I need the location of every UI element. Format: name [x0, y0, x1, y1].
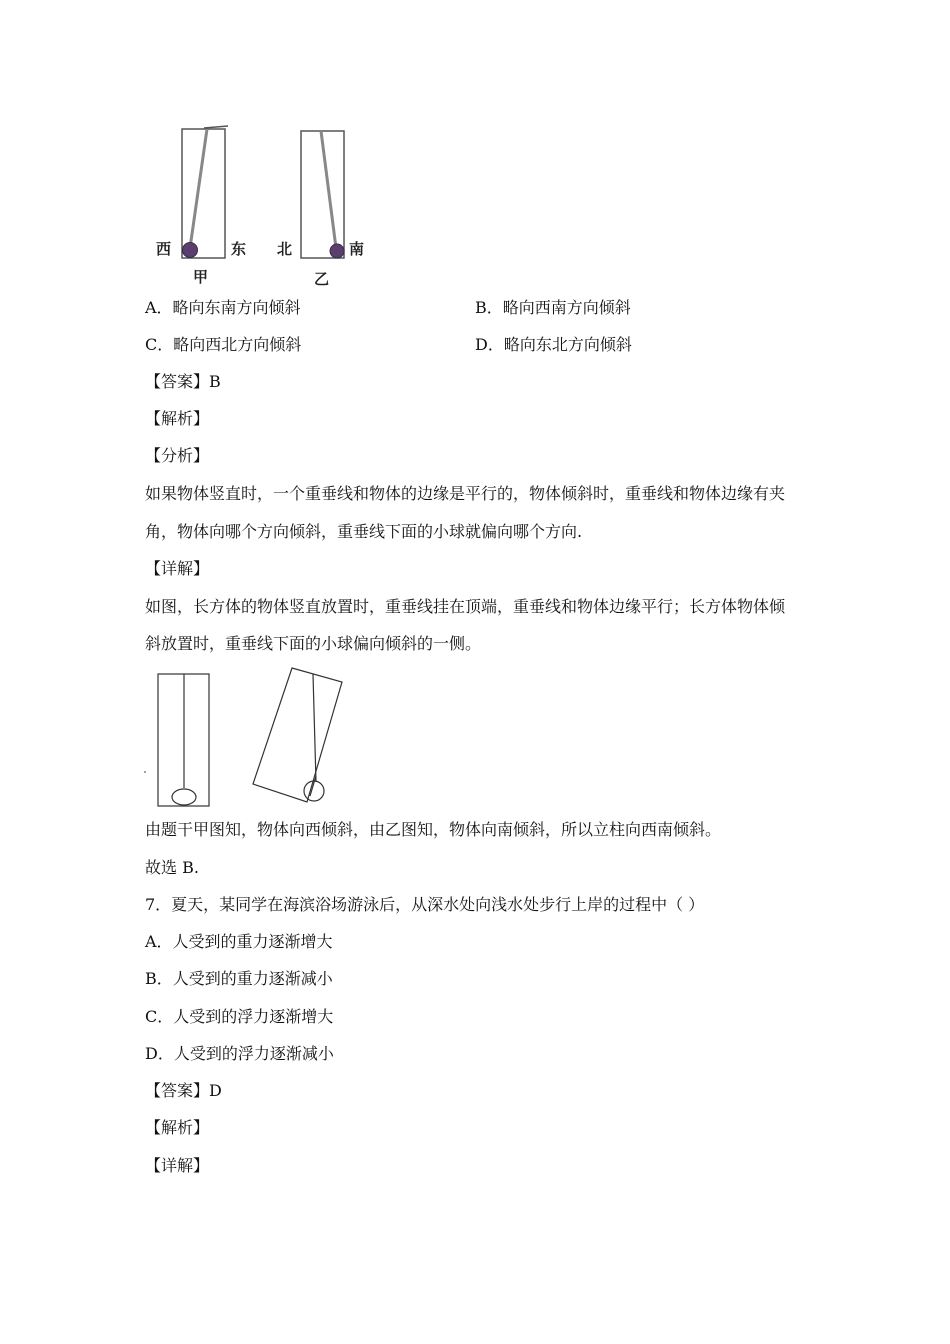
q6-jiexi-heading: 【解析】	[145, 409, 210, 428]
plumb-bob-jia	[183, 243, 198, 258]
stray-dot	[144, 771, 146, 773]
q6-xiangjie-heading: 【详解】	[145, 559, 210, 578]
q6-option-b: B．略向西南方向倾斜	[475, 298, 631, 317]
plumb-line-yi	[321, 131, 336, 248]
q7-option-a: A．人受到的重力逐渐增大	[145, 932, 333, 951]
q6-fenxi-text-1: 如果物体竖直时，一个重垂线和物体的边缘是平行的，物体倾斜时，重垂线和物体边缘有夹	[145, 484, 786, 503]
q6-option-d: D．略向东北方向倾斜	[475, 335, 632, 354]
upright-plumb-bob	[172, 789, 196, 805]
q7-option-c: C．人受到的浮力逐渐增大	[145, 1007, 334, 1026]
q7-xiangjie-heading: 【详解】	[145, 1156, 210, 1175]
q6-fenxi-text-2: 角，物体向哪个方向倾斜，重垂线下面的小球就偏向哪个方向.	[145, 522, 583, 541]
direction-label-south: 南	[349, 240, 365, 258]
q6-detail-2: 斜放置时，重垂线下面的小球偏向倾斜的一侧。	[145, 634, 482, 653]
tilted-plumb-line-lower	[310, 776, 316, 796]
direction-label-west: 西	[156, 240, 172, 258]
q6-detail-1: 如图，长方体的物体竖直放置时，重垂线挂在顶端，重垂线和物体边缘平行；长方体物体倾	[145, 597, 786, 616]
tilted-plumb-line	[313, 674, 316, 782]
q6-select: 故选 B.	[145, 858, 199, 877]
figure-caption-jia: 甲	[193, 268, 209, 286]
q6-conclusion: 由题干甲图知，物体向西倾斜，由乙图知，物体向南倾斜，所以立柱向西南倾斜。	[145, 820, 722, 839]
q6-option-a: A．略向东南方向倾斜	[145, 298, 301, 317]
tilted-cuboid-outline	[253, 668, 342, 802]
q6-option-c: C．略向西北方向倾斜	[145, 335, 302, 354]
figure-caption-yi: 乙	[314, 270, 330, 288]
top-mark-jia	[204, 126, 228, 128]
direction-label-north: 北	[277, 240, 293, 258]
q7-jiexi-heading: 【解析】	[145, 1118, 210, 1137]
plumb-bob-yi	[330, 244, 344, 258]
q7-option-b: B．人受到的重力逐渐减小	[145, 969, 333, 988]
q7-stem: 7．夏天，某同学在海滨浴场游泳后，从深水处向浅水处步行上岸的过程中（ ）	[145, 895, 705, 914]
q6-fenxi-heading: 【分析】	[145, 446, 210, 465]
q7-option-d: D．人受到的浮力逐渐减小	[145, 1044, 334, 1063]
q6-answer: 【答案】B	[145, 372, 221, 391]
q7-answer: 【答案】D	[145, 1081, 222, 1100]
plumb-line-jia	[190, 129, 207, 248]
direction-label-east: 东	[231, 240, 247, 258]
plumb-line-figure-jia-yi	[150, 120, 390, 290]
cuboid-plumb-figure	[140, 664, 360, 814]
